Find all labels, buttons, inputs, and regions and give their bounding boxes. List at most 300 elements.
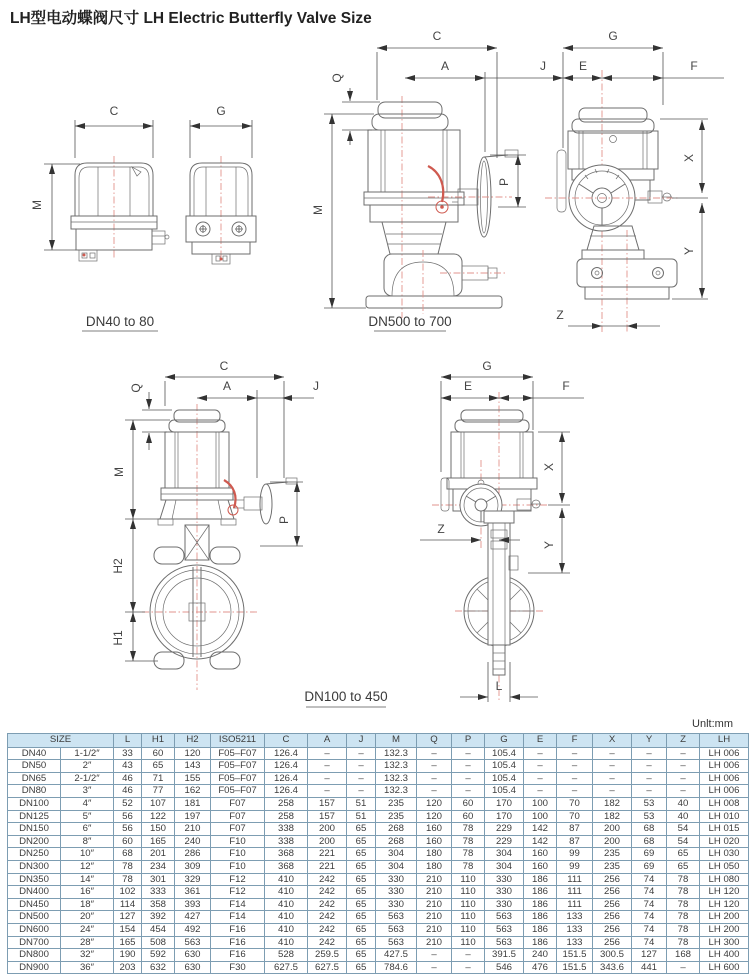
table-cell: 78 (667, 911, 700, 924)
table-cell: DN300 (8, 860, 61, 873)
table-cell: 242 (308, 923, 347, 936)
table-cell: 20″ (61, 911, 114, 924)
table-cell: F10 (211, 848, 265, 861)
table-row (8, 747, 749, 760)
table-row (8, 835, 749, 848)
table-row (8, 873, 749, 886)
table-cell: 160 (417, 823, 452, 836)
table-cell: 234 (142, 860, 175, 873)
table-cell: 242 (308, 873, 347, 886)
table-row (8, 797, 749, 810)
table-cell: 200 (593, 835, 632, 848)
dim-label-m-small: M (30, 200, 44, 210)
table-cell: 3″ (61, 785, 114, 798)
table-cell: 410 (265, 873, 308, 886)
table-cell: 304 (485, 860, 524, 873)
table-cell: 563 (485, 936, 524, 949)
table-row (8, 886, 749, 899)
header-cell: F (557, 734, 593, 748)
table-cell: 309 (175, 860, 211, 873)
table-cell: 100 (524, 810, 557, 823)
table-cell: 54 (667, 835, 700, 848)
table-row (8, 848, 749, 861)
table-cell: 242 (308, 911, 347, 924)
table-cell: 78 (114, 860, 142, 873)
table-cell: – (593, 772, 632, 785)
table-cell: 151.5 (557, 961, 593, 974)
table-cell: 65 (347, 936, 376, 949)
table-cell: 78 (114, 873, 142, 886)
table-cell: DN200 (8, 835, 61, 848)
table-cell: – (452, 747, 485, 760)
table-header-row (8, 734, 749, 748)
table-cell: 110 (452, 873, 485, 886)
table-cell: 107 (142, 797, 175, 810)
table-cell: 65 (347, 860, 376, 873)
table-cell: LH 006 (700, 747, 749, 760)
table-cell: – (667, 747, 700, 760)
table-cell: 181 (175, 797, 211, 810)
table-cell: 65 (347, 923, 376, 936)
table-cell: 200 (308, 835, 347, 848)
header-cell: H2 (175, 734, 211, 748)
table-cell: 186 (524, 911, 557, 924)
table-cell: 133 (557, 911, 593, 924)
table-cell: 210 (417, 911, 452, 924)
table-cell: DN800 (8, 949, 61, 962)
table-cell: F07 (211, 810, 265, 823)
table-cell: 70 (557, 797, 593, 810)
drawing-large-actuator-side (311, 29, 563, 318)
table-cell: 301 (142, 873, 175, 886)
table-cell: LH 080 (700, 873, 749, 886)
table-cell: – (452, 772, 485, 785)
table-cell: 12″ (61, 860, 114, 873)
table-cell: 105.4 (485, 785, 524, 798)
dim-label-f-large: F (690, 59, 698, 73)
table-cell: F10 (211, 835, 265, 848)
table-cell: 632 (142, 961, 175, 974)
table-cell: 126.4 (265, 760, 308, 773)
table-cell: 197 (175, 810, 211, 823)
drawing-large-actuator-front (545, 29, 724, 332)
table-cell: DN450 (8, 898, 61, 911)
table-cell: 242 (308, 886, 347, 899)
table-row (8, 949, 749, 962)
table-cell: LH 008 (700, 797, 749, 810)
table-cell: 157 (308, 810, 347, 823)
table-cell: 508 (142, 936, 175, 949)
table-cell: – (347, 785, 376, 798)
dim-label-y-mid: Y (542, 540, 556, 550)
table-cell: – (417, 760, 452, 773)
table-cell: 65 (667, 848, 700, 861)
table-row (8, 911, 749, 924)
table-cell: 242 (308, 898, 347, 911)
table-cell: LH 006 (700, 785, 749, 798)
table-cell: 235 (376, 797, 417, 810)
table-cell: 78 (452, 860, 485, 873)
table-cell: DN500 (8, 911, 61, 924)
table-cell: 410 (265, 911, 308, 924)
table-cell: 65 (667, 860, 700, 873)
dim-label-q-large: Q (330, 73, 344, 83)
table-row (8, 936, 749, 949)
table-cell: LH 400 (700, 949, 749, 962)
table-cell: F12 (211, 873, 265, 886)
table-cell: 258 (265, 797, 308, 810)
table-cell: 165 (142, 835, 175, 848)
table-cell: 330 (376, 898, 417, 911)
table-cell: 74 (632, 873, 667, 886)
table-cell: 52 (114, 797, 142, 810)
table-cell: F05–F07 (211, 785, 265, 798)
unit-note: Unlt:mm (692, 718, 733, 730)
table-cell: 627.5 (308, 961, 347, 974)
table-cell: 60 (142, 747, 175, 760)
table-cell: 5″ (61, 810, 114, 823)
table-cell: 392 (142, 911, 175, 924)
table-cell: LH 020 (700, 835, 749, 848)
table-cell: 65 (347, 898, 376, 911)
table-cell: 259.5 (308, 949, 347, 962)
table-cell: 256 (593, 898, 632, 911)
table-cell: 54 (667, 823, 700, 836)
table-cell: 563 (376, 911, 417, 924)
table-cell: – (632, 785, 667, 798)
dim-label-a-mid: A (222, 379, 232, 393)
table-cell: 132.3 (376, 760, 417, 773)
table-cell: 186 (524, 873, 557, 886)
dim-label-l-mid: L (495, 679, 503, 693)
table-cell: LH 030 (700, 848, 749, 861)
table-cell: 592 (142, 949, 175, 962)
table-cell: 133 (557, 923, 593, 936)
table-cell: 60 (452, 797, 485, 810)
table-cell: 180 (417, 860, 452, 873)
table-cell: – (417, 785, 452, 798)
table-cell: 784.6 (376, 961, 417, 974)
table-cell: 210 (417, 873, 452, 886)
table-header (8, 734, 749, 748)
table-row (8, 860, 749, 873)
table-cell: 126.4 (265, 785, 308, 798)
table-cell: 99 (557, 860, 593, 873)
table-cell: 410 (265, 936, 308, 949)
table-cell: 10″ (61, 848, 114, 861)
table-cell: LH 120 (700, 898, 749, 911)
dim-label-e-large: E (578, 59, 588, 73)
header-cell: LH (700, 734, 749, 748)
table-cell: – (417, 961, 452, 974)
table-cell: 65 (142, 760, 175, 773)
table-cell: 190 (114, 949, 142, 962)
table-cell: 154 (114, 923, 142, 936)
table-cell: – (347, 772, 376, 785)
table-cell: 168 (667, 949, 700, 962)
header-cell: C (265, 734, 308, 748)
table-cell: 111 (557, 873, 593, 886)
table-cell: 142 (524, 823, 557, 836)
table-cell: 160 (417, 835, 452, 848)
table-cell: 410 (265, 923, 308, 936)
table-cell: 630 (175, 961, 211, 974)
table-cell: LH 120 (700, 886, 749, 899)
table-cell: 333 (142, 886, 175, 899)
dim-label-p-mid: P (277, 515, 291, 525)
table-cell: 120 (175, 747, 211, 760)
table-cell: 200 (308, 823, 347, 836)
header-cell: Q (417, 734, 452, 748)
table-cell: – (557, 785, 593, 798)
table-cell: 180 (417, 848, 452, 861)
table-cell: – (347, 760, 376, 773)
table-cell: 68 (632, 835, 667, 848)
table-cell: DN350 (8, 873, 61, 886)
table-cell: 110 (452, 911, 485, 924)
dim-label-p-large: P (497, 177, 511, 187)
table-cell: 304 (376, 860, 417, 873)
table-cell: 60 (452, 810, 485, 823)
table-cell: 286 (175, 848, 211, 861)
table-cell: 221 (308, 860, 347, 873)
table-cell: 33 (114, 747, 142, 760)
header-cell: P (452, 734, 485, 748)
table-cell: DN50 (8, 760, 61, 773)
dim-label-m-mid: M (112, 467, 126, 477)
table-row (8, 961, 749, 974)
table-cell: 162 (175, 785, 211, 798)
dim-label-z-large: Z (556, 308, 564, 322)
table-cell: 329 (175, 873, 211, 886)
table-cell: 427 (175, 911, 211, 924)
table-cell: 338 (265, 835, 308, 848)
header-cell: ISO5211 (211, 734, 265, 748)
table-cell: 69 (632, 848, 667, 861)
table-cell: 338 (265, 823, 308, 836)
table-cell: 100 (524, 797, 557, 810)
table-cell: 210 (417, 936, 452, 949)
table-cell: 87 (557, 835, 593, 848)
table-cell: 110 (452, 923, 485, 936)
table-cell: LH 600 (700, 961, 749, 974)
table-cell: 65 (347, 949, 376, 962)
table-cell: 51 (347, 797, 376, 810)
table-cell: F12 (211, 886, 265, 899)
table-cell: 242 (308, 936, 347, 949)
table-cell: – (308, 747, 347, 760)
table-cell: 358 (142, 898, 175, 911)
table-cell: 563 (485, 923, 524, 936)
table-cell: 330 (485, 898, 524, 911)
table-cell: 78 (452, 835, 485, 848)
table-cell: 546 (485, 961, 524, 974)
table-cell: 186 (524, 936, 557, 949)
table-cell: F07 (211, 797, 265, 810)
table-cell: 87 (557, 823, 593, 836)
table-cell: 157 (308, 797, 347, 810)
table-cell: 155 (175, 772, 211, 785)
dim-label-j-mid: J (313, 379, 319, 393)
table-cell: 127 (114, 911, 142, 924)
dim-label-h2-mid: H2 (111, 558, 125, 574)
table-cell: 2″ (61, 760, 114, 773)
table-cell: DN700 (8, 936, 61, 949)
table-cell: 77 (142, 785, 175, 798)
table-cell: – (524, 747, 557, 760)
table-cell: 476 (524, 961, 557, 974)
table-cell: 111 (557, 886, 593, 899)
table-cell: 65 (347, 911, 376, 924)
table-cell: LH 050 (700, 860, 749, 873)
table-cell: 368 (265, 860, 308, 873)
table-cell: 142 (524, 835, 557, 848)
table-cell: – (524, 772, 557, 785)
table-cell: 256 (593, 873, 632, 886)
table-cell: 74 (632, 936, 667, 949)
table-cell: – (632, 747, 667, 760)
table-cell: – (593, 760, 632, 773)
table-cell: – (308, 760, 347, 773)
table-cell: 165 (114, 936, 142, 949)
table-row (8, 772, 749, 785)
table-cell: 221 (308, 848, 347, 861)
table-cell: 210 (175, 823, 211, 836)
table-cell: 71 (142, 772, 175, 785)
table-cell: 268 (376, 835, 417, 848)
table-row (8, 760, 749, 773)
header-cell: H1 (142, 734, 175, 748)
table-cell: DN900 (8, 961, 61, 974)
table-cell: 74 (632, 923, 667, 936)
header-cell: E (524, 734, 557, 748)
table-cell: 256 (593, 886, 632, 899)
header-cell-size: SIZE (8, 734, 114, 748)
caption-dn100-450: DN100 to 450 (304, 689, 388, 704)
dim-label-a-large: A (440, 59, 450, 73)
table-cell: 132.3 (376, 747, 417, 760)
dim-label-c-mid: C (219, 359, 229, 373)
caption-dn40-80: DN40 to 80 (85, 314, 155, 329)
table-cell: DN400 (8, 886, 61, 899)
table-row (8, 785, 749, 798)
table-cell: 8″ (61, 835, 114, 848)
drawing-small-actuator-front (30, 104, 169, 261)
table-cell: – (667, 760, 700, 773)
table-cell: 229 (485, 823, 524, 836)
table-cell: 160 (524, 860, 557, 873)
table-cell: 120 (417, 797, 452, 810)
table-cell: 235 (376, 810, 417, 823)
header-cell: L (114, 734, 142, 748)
table-cell: LH 200 (700, 911, 749, 924)
table-cell: 343.6 (593, 961, 632, 974)
table-cell: 6″ (61, 823, 114, 836)
table-cell: 105.4 (485, 747, 524, 760)
table-cell: 74 (632, 911, 667, 924)
header-cell: A (308, 734, 347, 748)
table-cell: – (452, 961, 485, 974)
table-cell: 46 (114, 785, 142, 798)
table-cell: 151.5 (557, 949, 593, 962)
dim-label-g-small: G (216, 104, 226, 118)
table-cell: – (347, 747, 376, 760)
table-cell: 427.5 (376, 949, 417, 962)
table-cell: – (632, 772, 667, 785)
table-cell: 36″ (61, 961, 114, 974)
table-cell: 43 (114, 760, 142, 773)
table-cell: DN100 (8, 797, 61, 810)
table-cell: 105.4 (485, 772, 524, 785)
table-cell: 78 (667, 923, 700, 936)
table-cell: 126.4 (265, 747, 308, 760)
table-cell: 78 (452, 823, 485, 836)
table-cell: DN65 (8, 772, 61, 785)
table-cell: 78 (452, 848, 485, 861)
table-cell: 69 (632, 860, 667, 873)
dim-label-y-large: Y (682, 246, 696, 256)
table-cell: 105.4 (485, 760, 524, 773)
table-cell: 68 (114, 848, 142, 861)
table-cell: 122 (142, 810, 175, 823)
table-cell: 304 (485, 848, 524, 861)
table-cell: 46 (114, 772, 142, 785)
table-cell: F10 (211, 860, 265, 873)
table-cell: F30 (211, 961, 265, 974)
table-cell: 40 (667, 810, 700, 823)
table-cell: – (308, 785, 347, 798)
table-cell: 256 (593, 911, 632, 924)
dim-label-m-large: M (311, 205, 325, 215)
table-cell: 391.5 (485, 949, 524, 962)
table-cell: 32″ (61, 949, 114, 962)
drawing-small-actuator-side (186, 104, 256, 264)
dim-label-j-large: J (540, 59, 546, 73)
header-cell: G (485, 734, 524, 748)
table-cell: – (308, 772, 347, 785)
table-cell: DN125 (8, 810, 61, 823)
table-cell: – (632, 760, 667, 773)
header-cell: X (593, 734, 632, 748)
table-cell: 630 (175, 949, 211, 962)
table-cell: 186 (524, 898, 557, 911)
table-cell: 18″ (61, 898, 114, 911)
table-cell: F16 (211, 949, 265, 962)
table-cell: LH 300 (700, 936, 749, 949)
table-cell: – (524, 785, 557, 798)
table-cell: 74 (632, 898, 667, 911)
table-cell: LH 006 (700, 772, 749, 785)
table-cell: 563 (376, 923, 417, 936)
table-cell: 268 (376, 823, 417, 836)
dim-label-f-mid: F (562, 379, 570, 393)
table-cell: 78 (667, 873, 700, 886)
table-cell: 256 (593, 936, 632, 949)
table-cell: 563 (175, 936, 211, 949)
table-cell: 368 (265, 848, 308, 861)
table-cell: LH 010 (700, 810, 749, 823)
table-cell: 1-1/2″ (61, 747, 114, 760)
table-cell: – (667, 785, 700, 798)
table-cell: – (557, 760, 593, 773)
table-cell: 229 (485, 835, 524, 848)
table-cell: 70 (557, 810, 593, 823)
table-cell: 235 (593, 848, 632, 861)
table-cell: 201 (142, 848, 175, 861)
table-cell: 150 (142, 823, 175, 836)
table-cell: 65 (347, 961, 376, 974)
table-cell: 170 (485, 797, 524, 810)
